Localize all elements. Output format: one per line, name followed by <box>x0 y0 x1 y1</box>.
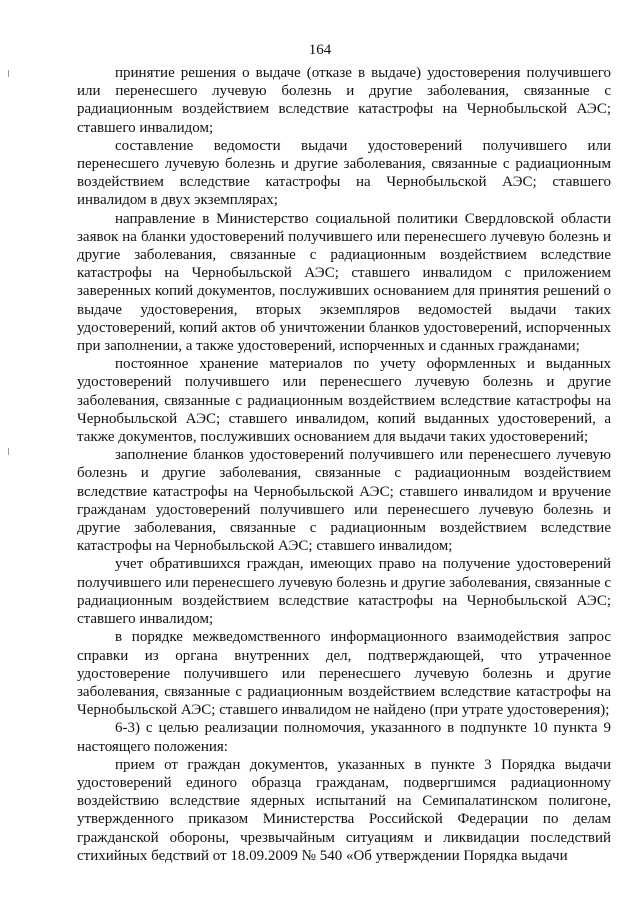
paragraph: составление ведомости выдачи удостоверений получившего или перенесшего лучевую болезнь и другие заболевания, связанные с радиационным воздействием вследствие катастрофы на Чернобыльской АЭС; ставшего инвалидом в двух экземплярах; <box>77 137 611 209</box>
margin-mark <box>8 70 9 77</box>
document-body <box>77 64 611 865</box>
paragraph: заполнение бланков удостоверений получившего или перенесшего лучевую болезнь и другие заболевания, связанные с радиационным воздействием вследствие катастрофы на Чернобыльской АЭС; ставшего инвалидом и вручение гражданам удостоверений получившего или перенесшего лучевую болезнь и другие заболевания, связанные с радиационным воздействием вследствие катастрофы на Чернобыльской АЭС; ставшего инвалидом; <box>77 447 611 555</box>
paragraph: постоянное хранение материалов по учету оформленных и выданных удостоверений получившего или перенесшего лучевую болезнь и другие заболевания, связанные с радиационным воздействием вследствие катастрофы на Чернобыльской АЭС; ставшего инвалидом, копий выданных удостоверений, а также документов, послуживших основанием для выдачи таких удостоверений; <box>77 356 611 446</box>
paragraph: учет обратившихся граждан, имеющих право на получение удостоверений получившего или перенесшего лучевую болезнь и другие заболевания, связанные с радиационным воздействием вследствие катастрофы на Чернобыльской АЭС; ставшего инвалидом; <box>77 556 611 628</box>
paragraph: прием от граждан документов, указанных в пункте 3 Порядка выдачи удостоверений единого образца гражданам, подвергшимся радиационному воздействию вследствие ядерных испытаний на Семипалатинском полигоне, утвержденного приказом Министерства Российской Федерации по делам гражданской обороны, чрезвычайным ситуациям и ликвидации последствий стихийных бедствий от 18.09.2009 № 540 «Об утверждении Порядка выдачи <box>77 756 611 864</box>
subpoint-heading: 6-3) с целью реализации полномочия, указанного в подпункте 10 пункта 9 настоящего положения: <box>77 720 611 755</box>
paragraph: направление в Министерство социальной политики Свердловской области заявок на бланки удостоверений получившего или перенесшего лучевую болезнь и другие заболевания, связанные с радиационным воздействием вследствие катастрофы на Чернобыльской АЭС; ставшего инвалидом с приложением заверенных копий документов, послуживших основанием для принятия решений о выдаче удостоверения, вторых экземпляров ведомостей выдачи таких удостоверений, копий актов об уничтожении бланков удостоверений, испорченных при заполнении, а также удостоверений, испорченных и сданных гражданами; <box>77 210 611 355</box>
paragraph: принятие решения о выдаче (отказе в выдаче) удостоверения получившего или перенесшего лучевую болезнь и другие заболевания, связанные с радиационным воздействием вследствие катастрофы на Чернобыльской АЭС; ставшего инвалидом; <box>77 65 611 136</box>
margin-mark <box>8 448 9 455</box>
paragraph: в порядке межведомственного информационного взаимодействия запрос справки из органа внутренних дел, подтверждающей, что утраченное удостоверение получившего или перенесшего лучевую болезнь и другие заболевания, связанные с радиационным воздействием вследствие катастрофы на Чернобыльской АЭС; ставшего инвалидом не найдено (при утрате удостоверения); <box>77 629 611 719</box>
page-number: 164 <box>308 42 332 58</box>
